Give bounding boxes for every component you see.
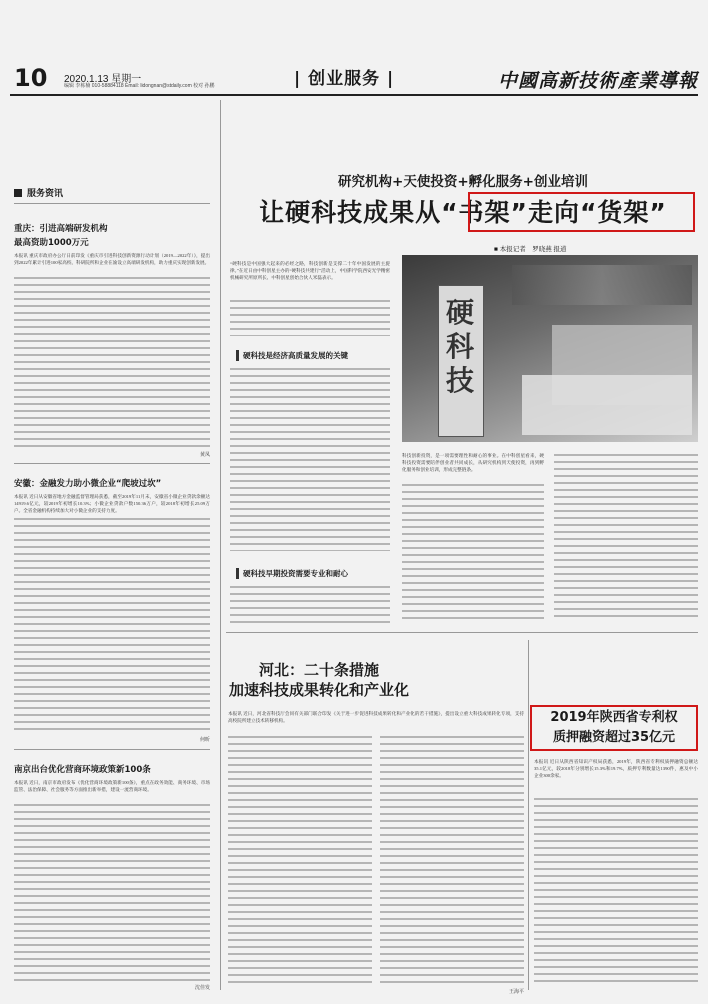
- main-kicker: 研究机构+天使投资+孵化服务+创业培训: [338, 174, 588, 190]
- main-text-block: [230, 584, 390, 624]
- sidebar-article1-title1: 重庆：引进高端研发机构: [14, 224, 108, 234]
- byline: ■ 本报记者 罗晓燕 报道: [494, 246, 567, 253]
- section-title: | 创业服务 |: [294, 69, 395, 89]
- sidebar-box-label: 服务资讯: [27, 189, 64, 199]
- hebei-title-2: 加速科技成果转化和产业化: [228, 681, 409, 699]
- shaanxi-title-1: 2019年陕西省专利权: [550, 710, 678, 725]
- hebei-title-1: 河北：二十条措施: [258, 661, 379, 679]
- photo-sign-text: 硬科技: [445, 296, 474, 397]
- sidebar-article3-text-block: [14, 802, 210, 982]
- editor-credits: 编辑 李栋楠 010-58884118 Email: lidongnan@stdaily.com 校对 孙鹏: [64, 83, 215, 89]
- sidebar-article2-body: 本报讯 近日从安徽省地方金融监督管理局获悉，截至2019年11月末，安徽省小微企业贷款余额达14919.6亿元，较2019年初增长10.3%；小微企业贷款户数150.36万户，较2018年初增长25.09万户。全省金融机构持续加大对小微企业的支持力度。: [14, 494, 210, 514]
- shaanxi-text-block: [534, 796, 698, 986]
- issue-date: 2020.1.13 星期一: [64, 74, 142, 85]
- hebei-text-block: [380, 734, 524, 986]
- sidebar-article1-author: 黄凤: [199, 453, 210, 458]
- sidebar-article3-body: 本报讯 近日，南京市政府发布《优化营商环境政策新100条》，重点在政务效能、商务环境、市场监管、法治保障、社会服务等方面推出新举措，建设一流营商环境。: [14, 780, 210, 793]
- main-text-block: [230, 366, 390, 551]
- main-text-block: [402, 482, 544, 622]
- square-bullet-icon: [14, 189, 22, 197]
- sidebar-article1-body: 本报讯 重庆市政府办公厅日前印发《重庆市引进科技创新资源行动计划（2019—2022年）》，提出到2022年累计引进100家高校、科研院所和企业在渝设立高端研发机构，助力重庆实现创新发展。: [14, 253, 210, 266]
- sidebar-divider: [14, 749, 210, 750]
- hebei-body: 本报讯 近日，河北省科技厅会同有关部门联合印发《关于进一步促进科技成果转化和产业化的若干措施》，提出设立重大科技成果转化专项，支持高校院所建立技术转移机构。: [228, 711, 524, 724]
- sidebar-article2-title: 安徽：金融发力助小微企业“爬坡过坎”: [14, 479, 162, 489]
- main-subhead-2: 硬科技早期投资需要专业和耐心: [236, 568, 348, 579]
- sidebar-article1-text-block: [14, 275, 210, 450]
- hebei-author: 王海平: [508, 990, 524, 995]
- sidebar-article2-text-block: [14, 516, 210, 734]
- sidebar-rule: [14, 203, 210, 204]
- main-headline: 让硬科技成果从“书架”走向“货架”: [259, 198, 667, 227]
- main-subhead-1: 硬科技是经济高质量发展的关键: [236, 350, 348, 361]
- sidebar-article1-title2: 最高资助1000万元: [14, 238, 89, 248]
- main-text-block: [230, 298, 390, 336]
- sidebar-divider: [14, 463, 210, 464]
- column-rule: [220, 100, 221, 990]
- story-divider: [226, 632, 698, 633]
- newspaper-masthead: 中國高新技術產業導報: [498, 70, 699, 92]
- main-text-block: [554, 452, 698, 622]
- main-col2-text: 科技创新投资，是一项需要理性和耐心的事业。在中科创星看来，硬科技投资需要陪伴创业者共同成长，从研究机构到天使投资，再到孵化服务和创业培训，形成完整链条。: [402, 453, 544, 473]
- main-intro-text: “硬科技是中国强大起来的必经之路，科技创新是支撑二十年中国发展的主旋律。”在近日由中科创星主办的“硬科技共建行”活动上，中国科学院西安光学精密机械研究所原所长、中科创星创始合伙人米磊表示。: [230, 261, 390, 281]
- shaanxi-body: 本报讯 近日从陕西省知识产权局获悉，2019年，陕西省专利权质押融资总额达35.1亿元，较2018年分别增长15.3%和19.7%，质押专利数量达1390件，惠及中小企业300余家。: [534, 759, 698, 779]
- photo-sign: [438, 285, 484, 437]
- sidebar-box-title: [14, 182, 210, 200]
- page-number: 10: [14, 64, 48, 92]
- shaanxi-title-2: 质押融资超过35亿元: [552, 730, 676, 745]
- section-label: 创业服务: [308, 69, 381, 89]
- sidebar-article3-title: 南京出台优化营商环境政策新100条: [14, 765, 151, 775]
- sidebar-article2-author: 何昕: [199, 738, 210, 743]
- hebei-text-block: [228, 734, 372, 986]
- header-rule: [10, 94, 698, 96]
- hard-tech-photo: [402, 255, 698, 442]
- column-rule: [528, 640, 529, 990]
- sidebar-article3-author: 沈佳发: [194, 986, 210, 991]
- highlight-box: [468, 192, 695, 232]
